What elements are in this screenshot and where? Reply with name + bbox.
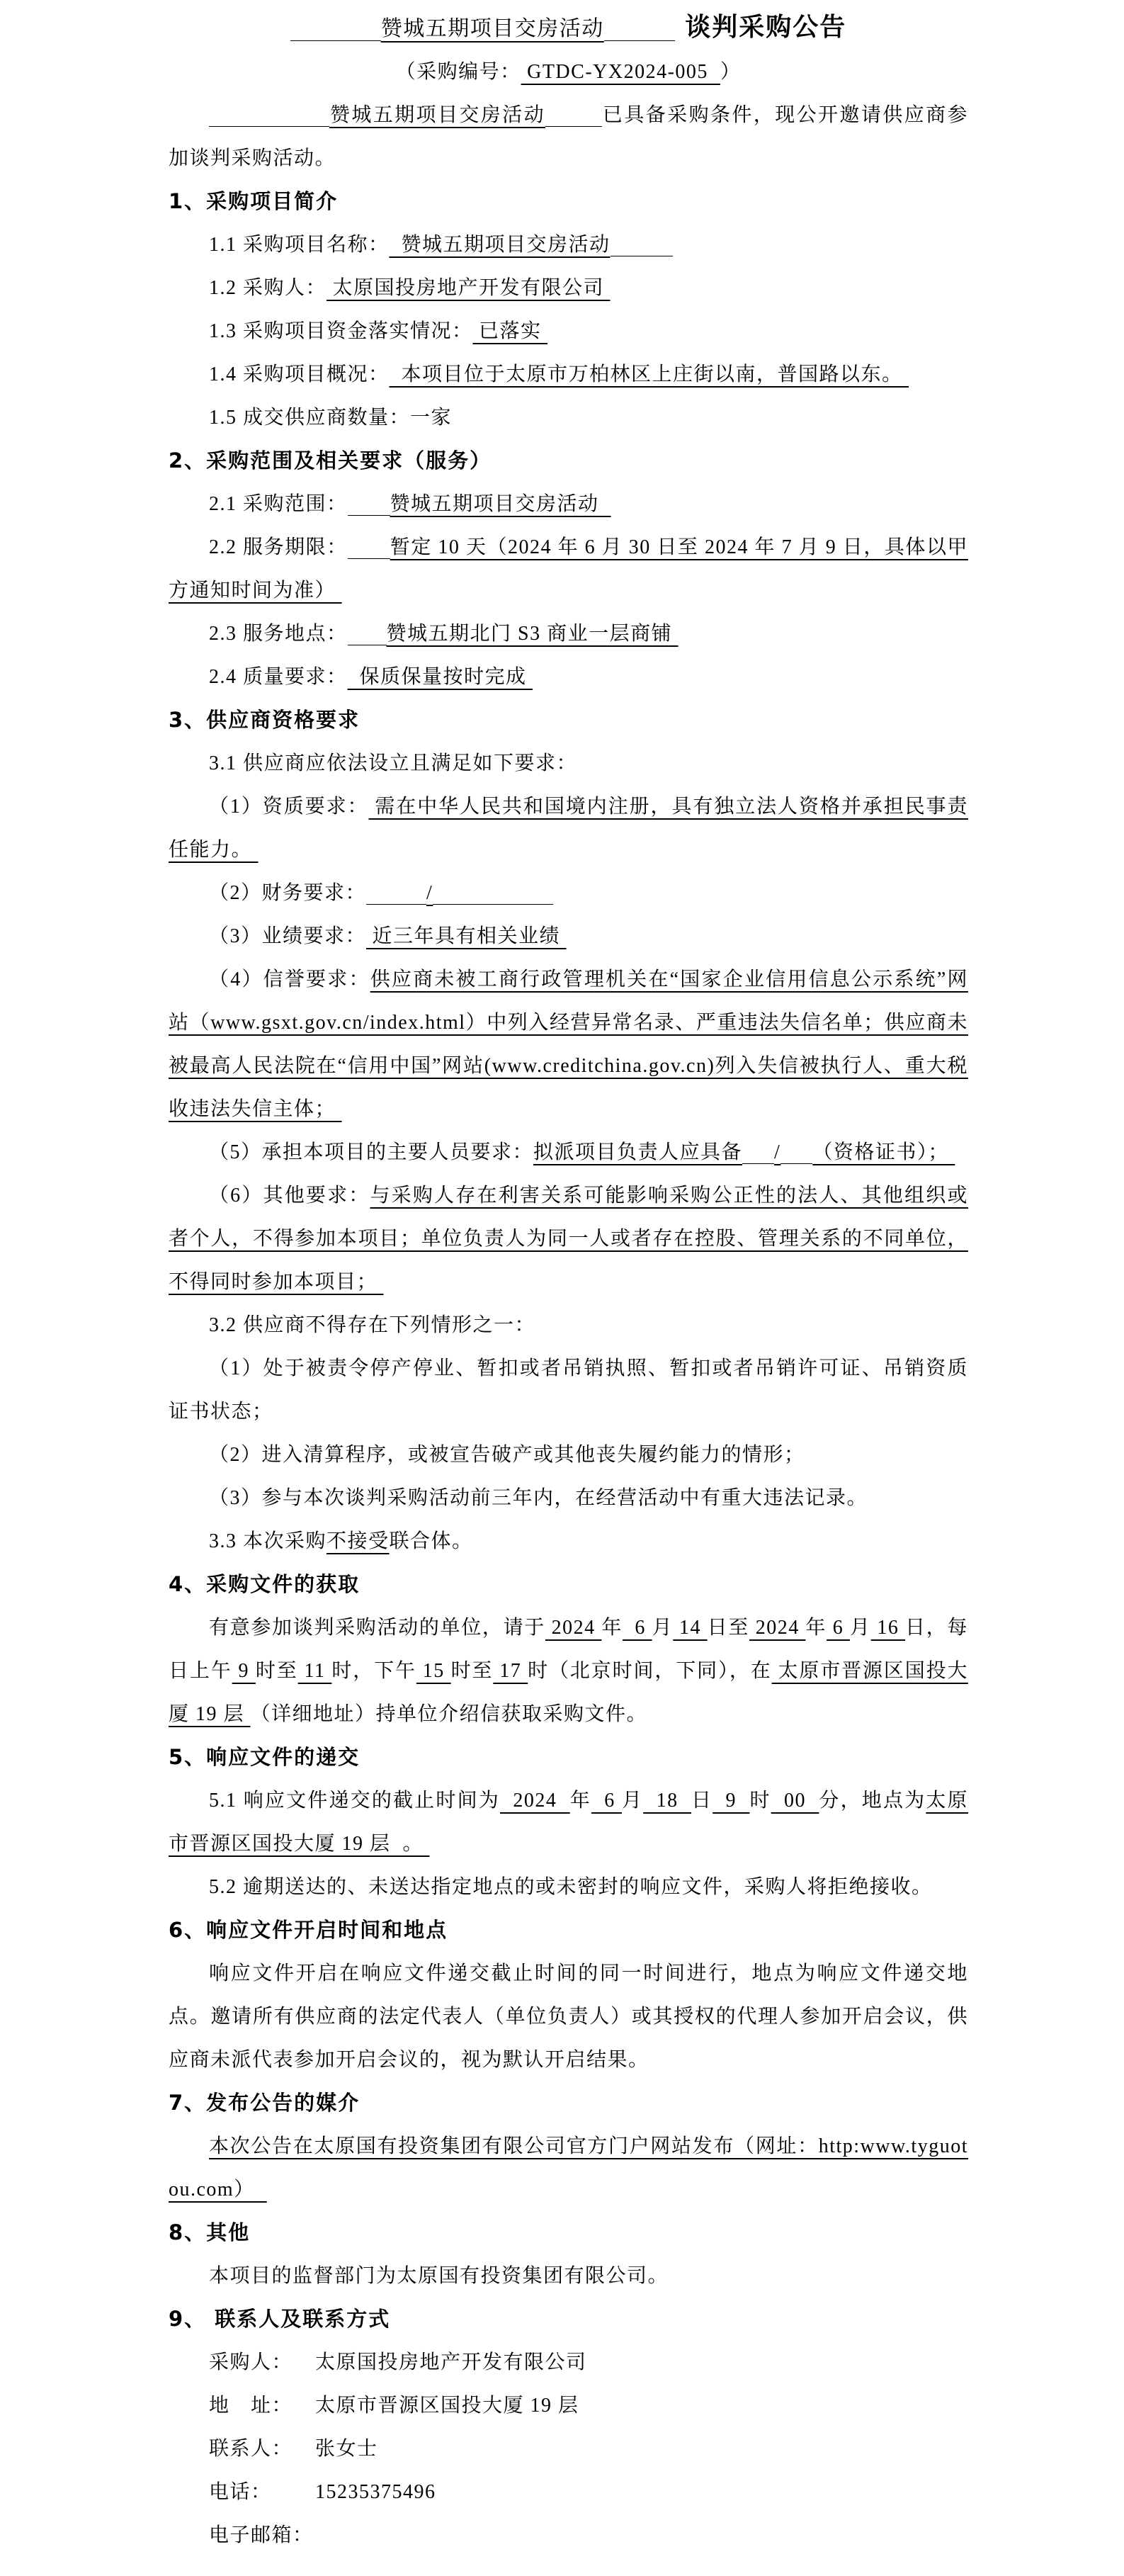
announcement-type-title: 谈判采购公告 [674, 13, 847, 42]
heading-7 [169, 2081, 968, 2125]
text-segment: （采购编号： [395, 61, 521, 83]
text-segment: 月 [652, 1617, 674, 1639]
text-segment: 5、响应文件的递交 [169, 1745, 361, 1769]
text-segment: 时至 [450, 1660, 494, 1682]
text-segment: 时（北京时间，下同），在 [528, 1660, 772, 1682]
item-2-3 [169, 612, 968, 655]
section-4-paragraph [169, 1606, 968, 1736]
contact-purchaser [169, 2341, 968, 2384]
text-segment: 联合体。 [389, 1530, 473, 1552]
item-1-3 [169, 310, 968, 353]
item-3-1-1 [169, 785, 968, 871]
text-segment: 2024 [545, 1617, 602, 1639]
text-segment: 3.1 供应商应依法设立且满足如下要求： [209, 752, 578, 774]
item-3-1-5 [169, 1131, 968, 1174]
item-3-1-3 [169, 915, 968, 958]
text-segment: ） [720, 61, 742, 83]
text-segment: 有意参加谈判采购活动的单位，请于 [209, 1617, 545, 1639]
contact-label: 联系人： [209, 2438, 293, 2460]
text-segment: 2024 [749, 1617, 806, 1639]
underline-blank [348, 538, 390, 559]
text-segment: （3）业绩要求： [209, 925, 367, 947]
text-segment: 16 [870, 1617, 906, 1639]
text-segment: 年 [569, 1790, 591, 1812]
text-segment: 赞城五期项目交房活动 [389, 234, 611, 256]
text-segment: 9、 联系人及联系方式 [169, 2307, 391, 2331]
underline-blank [366, 884, 426, 905]
text-segment: 3.3 本次采购 [209, 1530, 327, 1552]
text-segment: （3）参与本次谈判采购活动前三年内，在经营活动中有重大违法记录。 [209, 1487, 868, 1509]
text-segment: 7、发布公告的媒介 [169, 2091, 361, 2115]
text-segment: 15 [416, 1660, 451, 1682]
text-segment: 1.1 采购项目名称： [209, 234, 390, 256]
text-segment: （6）其他要求： [209, 1185, 370, 1207]
underline-blank [348, 625, 387, 645]
underline-blank [209, 106, 329, 127]
text-segment: （1）资质要求： [209, 796, 369, 818]
text-segment: 月 [849, 1617, 871, 1639]
text-segment: 时，下午 [331, 1660, 416, 1682]
text-segment: 需在中华人民共和国境内注册，具有独立法人资格并承担民事责任能力。 [169, 796, 968, 861]
underline-blank [780, 1143, 812, 1164]
heading-3 [169, 699, 968, 742]
text-segment: 本次公告在太原国有投资集团有限公司官方门户网站发布（网址：http:www.tyguotou.com） [169, 2135, 968, 2201]
intro-paragraph [169, 94, 968, 180]
item-5-2 [169, 1865, 968, 1909]
text-segment: 已具备采购条件，现公开邀请供应商参加谈判采购活动。 [169, 104, 968, 169]
item-5-1 [169, 1779, 968, 1865]
text-segment: （2）进入清算程序，或被宣告破产或其他丧失履约能力的情形； [209, 1444, 805, 1466]
text-segment: 时至 [255, 1660, 298, 1682]
underline-blank [433, 884, 553, 905]
text-segment: 本项目的监督部门为太原国有投资集团有限公司。 [209, 2265, 669, 2287]
item-1-1 [169, 223, 968, 266]
text-segment: （1）处于被责令停产停业、暂扣或者吊销执照、暂扣或者吊销许可证、吊销资质证书状态； [169, 1357, 968, 1423]
text-segment: 太原国投房地产开发有限公司 [327, 277, 611, 299]
item-3-1-4 [169, 958, 968, 1131]
text-segment: （资格证书）； [812, 1141, 955, 1163]
document-body [169, 6, 968, 2557]
text-segment: 赞城五期项目交房活动 [329, 104, 546, 126]
item-3-1-6 [169, 1174, 968, 1304]
item-1-5 [169, 396, 968, 439]
text-segment: 6 [623, 1617, 652, 1639]
contact-label: 采购人： [209, 2351, 293, 2373]
heading-5 [169, 1736, 968, 1779]
heading-6 [169, 1909, 968, 1952]
text-segment: 不接受 [327, 1530, 390, 1552]
text-segment: 3.2 供应商不得存在下列情形之一： [209, 1314, 536, 1336]
contact-person [169, 2427, 968, 2470]
text-segment: （4）信誉要求： [209, 968, 370, 990]
text-segment: 赞城五期北门 S3 商业一层商铺 [386, 623, 679, 645]
item-2-4 [169, 655, 968, 699]
text-segment: 日 [691, 1790, 713, 1812]
text-segment: 时 [749, 1790, 771, 1812]
item-2-1 [169, 482, 968, 526]
text-segment: 2.3 服务地点： [209, 623, 348, 645]
text-segment: 14 [673, 1617, 708, 1639]
text-segment: / [426, 882, 433, 904]
text-segment: 太原市晋源区国投大厦 19 层 [169, 1660, 968, 1725]
text-segment: 2.1 采购范围： [209, 493, 348, 515]
project-name-title: 赞城五期项目交房活动 [380, 17, 604, 40]
text-segment: 5.1 响应文件递交的截止时间为 [209, 1790, 500, 1812]
item-3-2-1 [169, 1347, 968, 1433]
text-segment: 响应文件开启在响应文件递交截止时间的同一时间进行，地点为响应文件递交地点。邀请所有供应商的法定代表人（单位负责人）或其授权的代理人参加开启会议，供应商未派代表参加开启会议的，视为默认开启结果。 [169, 1962, 968, 2071]
text-segment: 年 [601, 1617, 623, 1639]
text-segment: （详细地址）持单位介绍信获取采购文件。 [250, 1703, 648, 1725]
text-segment: 月 [622, 1790, 644, 1812]
text-segment: 1.3 采购项目资金落实情况： [209, 320, 473, 342]
text-segment: 1.5 成交供应商数量：一家 [209, 407, 453, 429]
text-segment: 日，每日上午 [169, 1617, 968, 1682]
text-segment: 9 [232, 1660, 256, 1682]
item-3-2-2 [169, 1433, 968, 1476]
underline-blank [604, 19, 675, 41]
text-segment: 拟派项目负责人应具备 [533, 1141, 743, 1163]
item-3-1-2 [169, 871, 968, 915]
text-segment: （2）财务要求： [209, 882, 367, 904]
text-segment: （5）承担本项目的主要人员要求： [209, 1141, 534, 1163]
text-segment: 8、其他 [169, 2220, 251, 2244]
underline-blank [348, 495, 390, 516]
text-segment: 太原市晋源区国投大厦 19 层 。 [169, 1790, 969, 1855]
text-segment: 供应商未被工商行政管理机关在“国家企业信用信息公示系统”网站（www.gsxt.gov.cn/index.html）中列入经营异常名录、严重违法失信名单；供应商未被最高人民法院在“信用中国”网站(www.creditchina.gov.cn)列入失信被执行人、重大税收违法失信主体； [169, 968, 968, 1120]
underline-blank [611, 236, 673, 256]
section-8-paragraph [169, 2254, 968, 2298]
section-7-paragraph [169, 2125, 968, 2211]
document-title [169, 6, 968, 50]
contact-phone [169, 2470, 968, 2514]
contact-email [169, 2514, 968, 2557]
item-1-2 [169, 266, 968, 310]
text-segment: 与采购人存在利害关系可能影响采购公正性的法人、其他组织或者个人，不得参加本项目；单位负责人为同一人或者存在控股、管理关系的不同单位，不得同时参加本项目； [169, 1185, 968, 1293]
text-segment: 3、供应商资格要求 [169, 708, 361, 732]
text-segment: / [774, 1141, 781, 1163]
text-segment: 2、采购范围及相关要求（服务） [169, 448, 492, 473]
item-1-4 [169, 353, 968, 396]
text-segment: 2.4 质量要求： [209, 666, 348, 688]
text-segment: 暂定 10 天（2024 年 6 月 30 日至 2024 年 7 月 9 日，具体以甲方通知时间为准） [169, 536, 968, 601]
underline-blank [290, 19, 381, 41]
section-6-paragraph [169, 1952, 968, 2081]
item-3-1 [169, 742, 968, 785]
text-segment: 1.2 采购人： [209, 277, 327, 299]
text-segment: 4、采购文件的获取 [169, 1572, 361, 1596]
item-3-3 [169, 1520, 968, 1563]
underline-blank [742, 1143, 774, 1164]
heading-8 [169, 2211, 968, 2254]
text-segment: 赞城五期项目交房活动 [390, 493, 611, 515]
text-segment: 2024 [499, 1790, 570, 1812]
heading-4 [169, 1563, 968, 1606]
text-segment: 11 [297, 1660, 332, 1682]
contact-value: 张女士 [315, 2438, 378, 2460]
procurement-number: GTDC-YX2024-005 [521, 61, 720, 83]
text-segment: 本项目位于太原市万柏林区上庄街以南，普国路以东。 [389, 363, 909, 385]
heading-9 [169, 2298, 968, 2341]
text-segment: 5.2 逾期送达的、未送达指定地点的或未密封的响应文件，采购人将拒绝接收。 [209, 1876, 933, 1898]
contact-value: 太原市晋源区国投大厦 19 层 [315, 2395, 579, 2417]
text-segment: 17 [493, 1660, 528, 1682]
text-segment: 1.4 采购项目概况： [209, 363, 390, 385]
contact-label: 地 址： [209, 2395, 293, 2417]
text-segment: 6 [827, 1617, 850, 1639]
text-segment: 日至 [707, 1617, 750, 1639]
heading-2 [169, 439, 968, 482]
text-segment: 6、响应文件开启时间和地点 [169, 1918, 448, 1942]
contact-value: 太原国投房地产开发有限公司 [315, 2351, 587, 2373]
contact-label: 电子邮箱： [209, 2524, 314, 2546]
text-segment: 已落实 [472, 320, 548, 342]
contact-address [169, 2384, 968, 2427]
item-3-2-3 [169, 1476, 968, 1520]
item-3-2 [169, 1304, 968, 1347]
text-segment: 9 [713, 1790, 750, 1812]
text-segment: 年 [805, 1617, 827, 1639]
text-segment: 18 [643, 1790, 691, 1812]
underline-blank [545, 106, 602, 127]
text-segment: 近三年具有相关业绩 [366, 925, 567, 947]
text-segment: 6 [591, 1790, 622, 1812]
text-segment: 2.2 服务期限： [209, 536, 348, 558]
text-segment: 00 [771, 1790, 819, 1812]
procurement-number-line [169, 50, 968, 94]
contact-label: 电话： [209, 2481, 272, 2503]
contact-value: 15235375496 [315, 2481, 436, 2503]
text-segment: 1、采购项目简介 [169, 189, 339, 213]
text-segment: 保质保量按时完成 [347, 666, 533, 688]
heading-1 [169, 180, 968, 223]
text-segment: 分，地点为 [819, 1790, 926, 1812]
item-2-2 [169, 526, 968, 612]
